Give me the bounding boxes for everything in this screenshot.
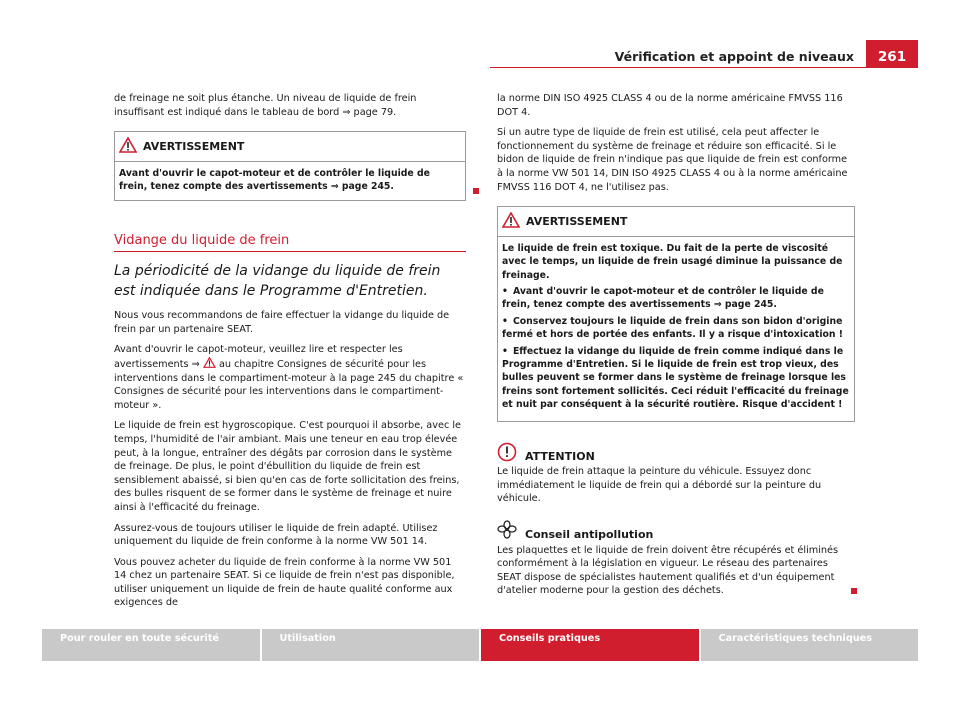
warning-title: AVERTISSEMENT <box>143 140 245 154</box>
warning-triangle-icon <box>119 137 137 157</box>
warning-bullet: • Conservez toujours le liquide de frein dans son bidon d'origine fermé et hors de portée des enfants. Il y a risque d'intoxication ! <box>502 315 843 341</box>
paragraph: la norme DIN ISO 4925 CLASS 4 ou de la norme américaine FMVSS 116 DOT 4. <box>497 93 843 118</box>
page-header-title: Vérification et appoint de niveaux <box>614 49 854 64</box>
end-marker-icon <box>851 588 857 594</box>
paragraph: Nous vous recommandons de faire effectuer la vidange du liquide de frein par un partenaire SEAT. <box>114 310 450 335</box>
paragraph: Vous pouvez acheter du liquide de frein conforme à la norme VW 501 14 chez un partenaire SEAT. Si ce liquide de frein n'est pas disponible, utiliser uniquement un liquide de frein de haute qualité conforme aux exigences de <box>114 556 455 609</box>
section-title: Vidange du liquide de frein <box>114 234 466 253</box>
eco-title: Conseil antipollution <box>525 528 654 541</box>
attention-header <box>497 442 855 466</box>
eco-flower-icon <box>497 520 517 544</box>
footer-tab-safety[interactable]: Pour rouler en toute sécurité <box>42 629 260 661</box>
paragraph-part: Avant d'ouvrir le capot-moteur, veuillez lire et respecter les avertissements ⇒ <box>114 344 403 370</box>
warning-body: Avant d'ouvrir le capot-moteur et de contrôler le liquide de frein, tenez compte des avertissements ⇒ page 245. <box>119 167 430 193</box>
left-column <box>114 92 466 617</box>
footer-tab-technical-specs[interactable]: Caractéristiques techniques <box>701 629 919 661</box>
warning-bullet: • Avant d'ouvrir le capot-moteur et de contrôler le liquide de frein, tenez compte des avertissements ⇒ page 245. <box>502 285 824 311</box>
attention-text: Le liquide de frein attaque la peinture du véhicule. Essuyez donc immédiatement le liquide de frein qui a débordé sur la peinture du véhicule. <box>497 466 822 505</box>
footer-tabs <box>42 629 918 661</box>
warning-box <box>497 206 855 421</box>
attention-icon <box>497 442 517 466</box>
paragraph <box>114 343 466 412</box>
warning-header <box>115 132 465 162</box>
warning-triangle-icon <box>502 212 520 232</box>
page-number: 261 <box>866 40 918 67</box>
warning-body <box>498 237 854 421</box>
eco-header <box>497 520 855 544</box>
section-subtitle: La périodicité de la vidange du liquide de frein est indiquée dans le Programme d'Entretien. <box>114 263 441 300</box>
warning-title: AVERTISSEMENT <box>526 215 628 229</box>
right-column <box>497 92 855 605</box>
intro-paragraph: de freinage ne soit plus étanche. Un niveau de liquide de frein insuffisant est indiqué dans le tableau de bord ⇒ page 79. <box>114 93 417 118</box>
warning-intro: Le liquide de frein est toxique. Du fait de la perte de viscosité avec le temps, un liquide de frein usagé diminue la puissance de freinage. <box>502 242 843 281</box>
warning-triangle-icon <box>203 359 216 370</box>
footer-tab-practical-tips[interactable]: Conseils pratiques <box>481 629 699 661</box>
end-marker-icon <box>473 188 479 194</box>
footer-tab-usage[interactable]: Utilisation <box>262 629 480 661</box>
paragraph: Assurez-vous de toujours utiliser le liquide de frein adapté. Utilisez uniquement du liquide de frein conforme à la norme VW 501 14. <box>114 522 438 548</box>
paragraph: Le liquide de frein est hygroscopique. C'est pourquoi il absorbe, avec le temps, l'humidité de l'air ambiant. Mais une teneur en eau trop élevée peut, à la longue, entraîner des dégâts par corrosion dans le système de freinage. De plus, le point d'ébullition du liquide de frein est sensiblement abaissé, si bien qu'en cas de forte sollicitation des freins, des bulles risquent de se former dans le système de freinage et nuire ainsi à l'efficacité du freinage. <box>114 420 461 513</box>
attention-title: ATTENTION <box>525 449 595 463</box>
warning-header <box>498 207 854 237</box>
warning-bullet: • Effectuez la vidange du liquide de frein comme indiqué dans le Programme d'Entretien. Si le liquide de frein est trop vieux, des bulles peuvent se former dans le système de freinage lorsque les freins sont fortement sollicités. Ceci réduit l'efficacité du freinage et nuit par conséquent à la sécurité routière. Risque d'accident ! <box>502 345 849 411</box>
eco-text: Les plaquettes et le liquide de frein doivent être récupérés et éliminés conformément à la législation en vigueur. Le réseau des partenaires SEAT dispose de spécialistes hautement qualifiés et d'un équipement d'atelier moderne pour la gestion des déchets. <box>497 544 855 598</box>
paragraph-part: au chapitre Consignes de sécurité pour les interventions dans le compartiment-moteur à la page 245 du chapitre « Consignes de sécurité pour les interventions dans le compartiment-moteur ». <box>114 358 464 411</box>
header-rule <box>490 67 918 68</box>
warning-box <box>114 131 466 200</box>
paragraph: Si un autre type de liquide de frein est utilisé, cela peut affecter le fonctionnement du système de freinage et réduire son efficacité. Si le bidon de liquide de frein n'indique pas que liquide de frein est conforme à la norme VW 501 14, DIN ISO 4925 CLASS 4 ou à la norme américaine FMVSS 116 DOT 4, ne l'utilisez pas. <box>497 127 848 193</box>
